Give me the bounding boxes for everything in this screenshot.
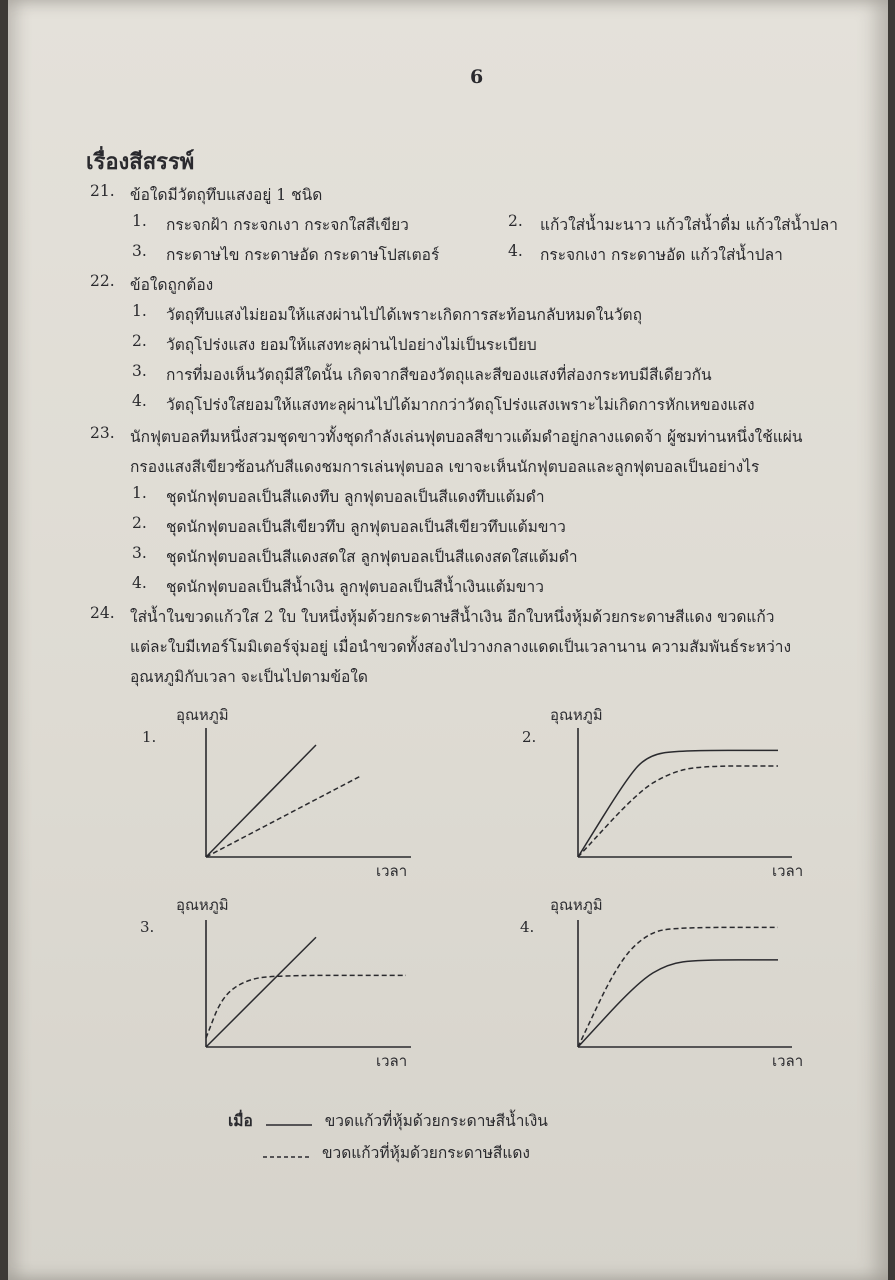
plot-area	[578, 750, 778, 857]
y-axis-label: อุณหภูมิ	[550, 706, 603, 724]
legend-red-row	[255, 1140, 530, 1165]
question-text-line: แต่ละใบมีเทอร์โมมิเตอร์จุ่มอยู่ เมื่อนำขวดทั้งสองไปวางกลางแดดเป็นเวลานาน ความสัมพันธ์ระหว่าง	[130, 638, 792, 656]
option-number: 3.	[132, 544, 147, 562]
plot-area	[206, 745, 360, 857]
option-number: 1.	[132, 302, 147, 320]
option-text: ชุดนักฟุตบอลเป็นสีน้ำเงิน ลูกฟุตบอลเป็นสีน้ำเงินแต้มขาว	[166, 578, 544, 596]
option-text: กระจกฝ้า กระจกเงา กระจกใสสีเขียว	[166, 216, 409, 234]
exam-page	[8, 0, 888, 1280]
dashed-series-line	[578, 766, 778, 857]
y-axis-label: อุณหภูมิ	[176, 706, 229, 724]
graph-label: 2.	[522, 728, 537, 746]
option-number: 4.	[132, 392, 147, 410]
dashed-series-line	[206, 975, 406, 1038]
option-text: วัตถุทึบแสงไม่ยอมให้แสงผ่านไปได้เพราะเกิดการสะท้อนกลับหมดในวัตถุ	[166, 306, 643, 324]
x-axis-label: เวลา	[376, 1052, 408, 1070]
option-text: แก้วใส่น้ำมะนาว แก้วใส่น้ำดื่ม แก้วใส่น้ำปลา	[540, 216, 838, 234]
graph-option-2	[502, 700, 812, 880]
x-axis-label: เวลา	[772, 1052, 804, 1070]
question-text: ข้อใดมีวัตถุทึบแสงอยู่ 1 ชนิด	[130, 186, 323, 204]
graph-label: 1.	[142, 728, 157, 746]
option-text: วัตถุโปร่งแสง ยอมให้แสงทะลุผ่านไปอย่างไม่เป็นระเบียบ	[166, 336, 537, 354]
solid-series-line	[206, 937, 316, 1047]
legend-prefix: เมื่อ	[228, 1111, 253, 1130]
graph-option-3	[126, 890, 426, 1070]
legend-blue-text: ขวดแก้วที่หุ้มด้วยกระดาษสีน้ำเงิน	[324, 1112, 548, 1130]
question-text-line: ใส่น้ำในขวดแก้วใส 2 ใบ ใบหนึ่งหุ้มด้วยกระดาษสีน้ำเงิน อีกใบหนึ่งหุ้มด้วยกระดาษสีแดง ขวดแก้ว	[130, 608, 775, 626]
option-number: 3.	[132, 362, 147, 380]
plot-area	[206, 937, 406, 1047]
question-number: 21.	[90, 182, 115, 200]
x-axis-label: เวลา	[376, 862, 408, 880]
option-number: 2.	[132, 514, 147, 532]
solid-series-line	[206, 745, 316, 857]
option-number: 4.	[132, 574, 147, 592]
question-text-line: อุณหภูมิกับเวลา จะเป็นไปตามข้อใด	[130, 668, 368, 686]
plot-area	[578, 927, 778, 1047]
option-number: 4.	[508, 242, 523, 260]
option-text: การที่มองเห็นวัตถุมีสีใดนั้น เกิดจากสีของวัตถุและสีของแสงที่ส่องกระทบมีสีเดียวกัน	[166, 366, 712, 384]
graph-label: 4.	[520, 918, 535, 936]
dashed-series-line	[206, 776, 360, 857]
option-text: กระจกเงา กระดาษอัด แก้วใส่น้ำปลา	[540, 246, 783, 264]
legend-red-text: ขวดแก้วที่หุ้มด้วยกระดาษสีแดง	[321, 1144, 530, 1162]
y-axis-label: อุณหภูมิ	[176, 896, 229, 914]
question-number: 22.	[90, 272, 115, 290]
question-text: ข้อใดถูกต้อง	[130, 276, 214, 294]
option-text: วัตถุโปร่งใสยอมให้แสงทะลุผ่านไปได้มากกว่าวัตถุโปร่งแสงเพราะไม่เกิดการหักเหของแสง	[166, 396, 755, 414]
option-number: 1.	[132, 484, 147, 502]
section-title: เรื่องสีสรรพ์	[86, 149, 195, 175]
dashed-series-line	[578, 927, 778, 1047]
option-text: ชุดนักฟุตบอลเป็นสีเขียวทึบ ลูกฟุตบอลเป็นสีเขียวทึบแต้มขาว	[166, 518, 566, 536]
graph-option-4	[502, 890, 812, 1070]
option-text: กระดาษไข กระดาษอัด กระดาษโปสเตอร์	[166, 246, 440, 264]
option-number: 3.	[132, 242, 147, 260]
graph-label: 3.	[140, 918, 155, 936]
page-number: 6	[470, 66, 484, 88]
option-text: ชุดนักฟุตบอลเป็นสีแดงทึบ ลูกฟุตบอลเป็นสีแดงทึบแต้มดำ	[166, 488, 545, 506]
solid-series-line	[578, 960, 778, 1047]
question-number: 23.	[90, 424, 115, 442]
x-axis-label: เวลา	[772, 862, 804, 880]
question-text-line: นักฟุตบอลทีมหนึ่งสวมชุดขาวทั้งชุดกำลังเล่นฟุตบอลสีขาวแต้มดำอยู่กลางแดดจ้า ผู้ชมท่านหนึ่งใช้แผ่น	[130, 428, 803, 446]
dashed-line-sample	[263, 1149, 309, 1159]
solid-line-sample	[266, 1117, 312, 1127]
option-number: 2.	[132, 332, 147, 350]
option-number: 1.	[132, 212, 147, 230]
option-text: ชุดนักฟุตบอลเป็นสีแดงสดใส ลูกฟุตบอลเป็นสีแดงสดใสแต้มดำ	[166, 548, 578, 566]
option-number: 2.	[508, 212, 523, 230]
graph-option-1	[126, 700, 426, 880]
question-number: 24.	[90, 604, 115, 622]
y-axis-label: อุณหภูมิ	[550, 896, 603, 914]
legend-blue-row	[228, 1108, 548, 1133]
question-text-line: กรองแสงสีเขียวซ้อนกับสีแดงชมการเล่นฟุตบอล เขาจะเห็นนักฟุตบอลและลูกฟุตบอลเป็นอย่างไร	[130, 458, 760, 476]
